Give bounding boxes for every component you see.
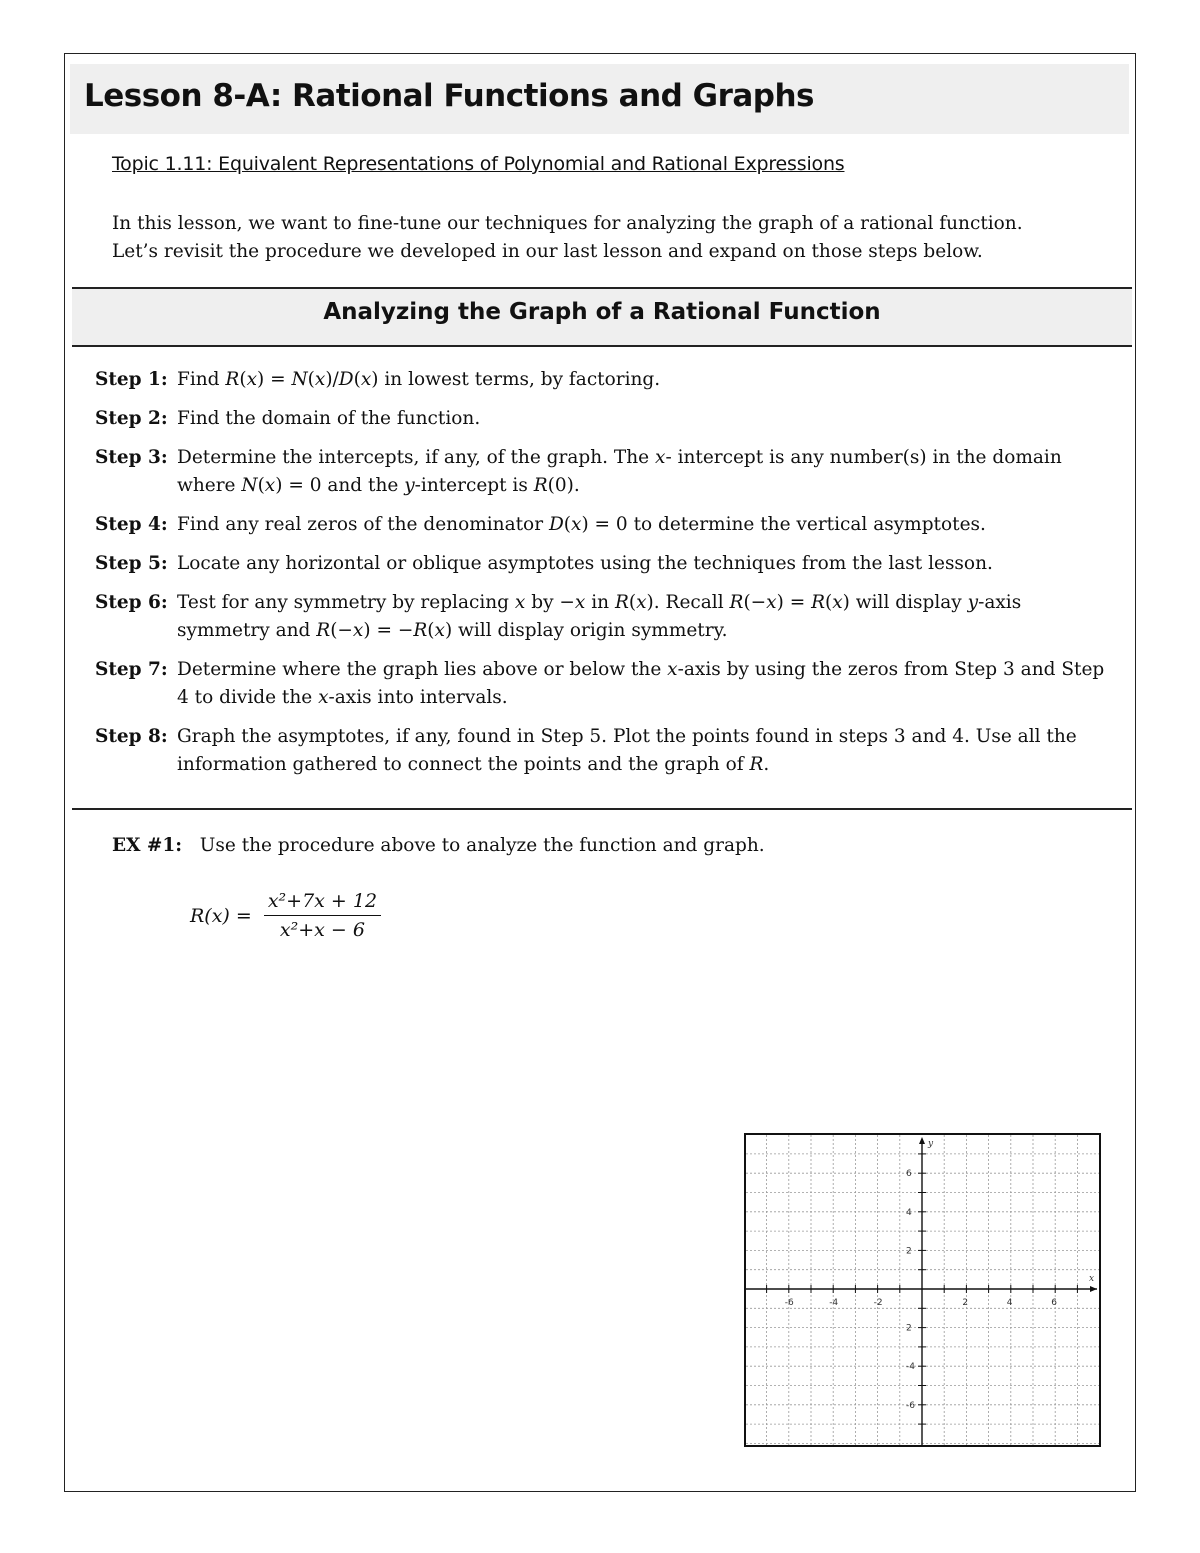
step-text: Find the domain of the function.: [177, 408, 481, 429]
y-axis-label: y: [928, 1139, 934, 1149]
y-tick-label: -4: [906, 1362, 915, 1373]
y-tick-label: 2: [906, 1246, 912, 1257]
step-item: [95, 366, 1115, 394]
section-divider: [72, 808, 1132, 810]
intro-line-2: Let’s revisit the procedure we developed in our last lesson and expand on those steps below.: [112, 241, 983, 262]
step-text: Find any real zeros of the denominator D(x) = 0 to determine the vertical asymptotes.: [177, 514, 986, 535]
y-tick-label: 6: [906, 1169, 912, 1180]
x-axis-label: x: [1089, 1274, 1095, 1284]
coordinate-grid: [744, 1133, 1101, 1447]
step-item: [95, 444, 1115, 500]
y-tick-label: 4: [906, 1207, 912, 1218]
step-text: Locate any horizontal or oblique asymptotes using the techniques from the last lesson.: [177, 553, 993, 574]
x-tick-label: -6: [784, 1298, 794, 1308]
intro-paragraph: [112, 210, 1112, 266]
step-label: Step 2:: [95, 408, 168, 429]
formula-denominator: x²+x − 6: [279, 919, 365, 941]
y-tick-label: -6: [906, 1400, 915, 1411]
topic-heading: Topic 1.11: Equivalent Representations of Polynomial and Rational Expressions: [112, 153, 845, 175]
step-item: [95, 550, 1115, 578]
x-tick-label: 6: [1051, 1298, 1057, 1308]
step-label: Step 6:: [95, 592, 168, 613]
section-title: Analyzing the Graph of a Rational Function: [323, 299, 881, 325]
example-label: EX #1:: [112, 835, 183, 856]
formula-fraction: [264, 890, 381, 941]
step-item: [95, 723, 1115, 779]
example-prompt: [112, 835, 765, 856]
step-item: [95, 511, 1115, 539]
step-text: Determine the intercepts, if any, of the graph. The x- intercept is any number(s) in the domain where N(x) = 0 and the y-intercept is R(0).: [177, 447, 1062, 496]
lesson-title: Lesson 8-A: Rational Functions and Graphs: [84, 78, 815, 114]
x-tick-label: -2: [873, 1298, 883, 1308]
intro-line-1: In this lesson, we want to fine-tune our techniques for analyzing the graph of a rational function.: [112, 213, 1023, 234]
step-label: Step 3:: [95, 447, 168, 468]
step-text: Determine where the graph lies above or below the x-axis by using the zeros from Step 3 and Step 4 to divide the x-axis into intervals.: [177, 659, 1105, 708]
step-text: Graph the asymptotes, if any, found in Step 5. Plot the points found in steps 3 and 4. Use all the information gathered to connect the points and the graph of R.: [177, 726, 1077, 775]
x-tick-label: 2: [962, 1298, 969, 1308]
example-text: Use the procedure above to analyze the function and graph.: [199, 835, 765, 856]
step-label: Step 4:: [95, 514, 168, 535]
step-item: [95, 405, 1115, 433]
x-tick-label: 4: [1006, 1298, 1013, 1308]
x-tick-label: -4: [829, 1298, 839, 1308]
step-item: [95, 656, 1115, 712]
formula-numerator: x²+7x + 12: [264, 890, 381, 916]
step-label: Step 1:: [95, 369, 168, 390]
step-label: Step 8:: [95, 726, 168, 747]
step-label: Step 5:: [95, 553, 168, 574]
rational-function-formula: [190, 890, 381, 941]
step-item: [95, 589, 1115, 645]
step-label: Step 7:: [95, 659, 168, 680]
step-text: Test for any symmetry by replacing x by −x in R(x). Recall R(−x) = R(x) will display y-axis symmetry and R(−x) = −R(x) will display origin symmetry.: [177, 592, 1022, 641]
formula-lhs: R(x) =: [190, 904, 252, 927]
y-tick-label: 2: [906, 1323, 912, 1334]
steps-list: [95, 366, 1115, 790]
step-text: Find R(x) = N(x)/D(x) in lowest terms, by factoring.: [177, 369, 661, 390]
